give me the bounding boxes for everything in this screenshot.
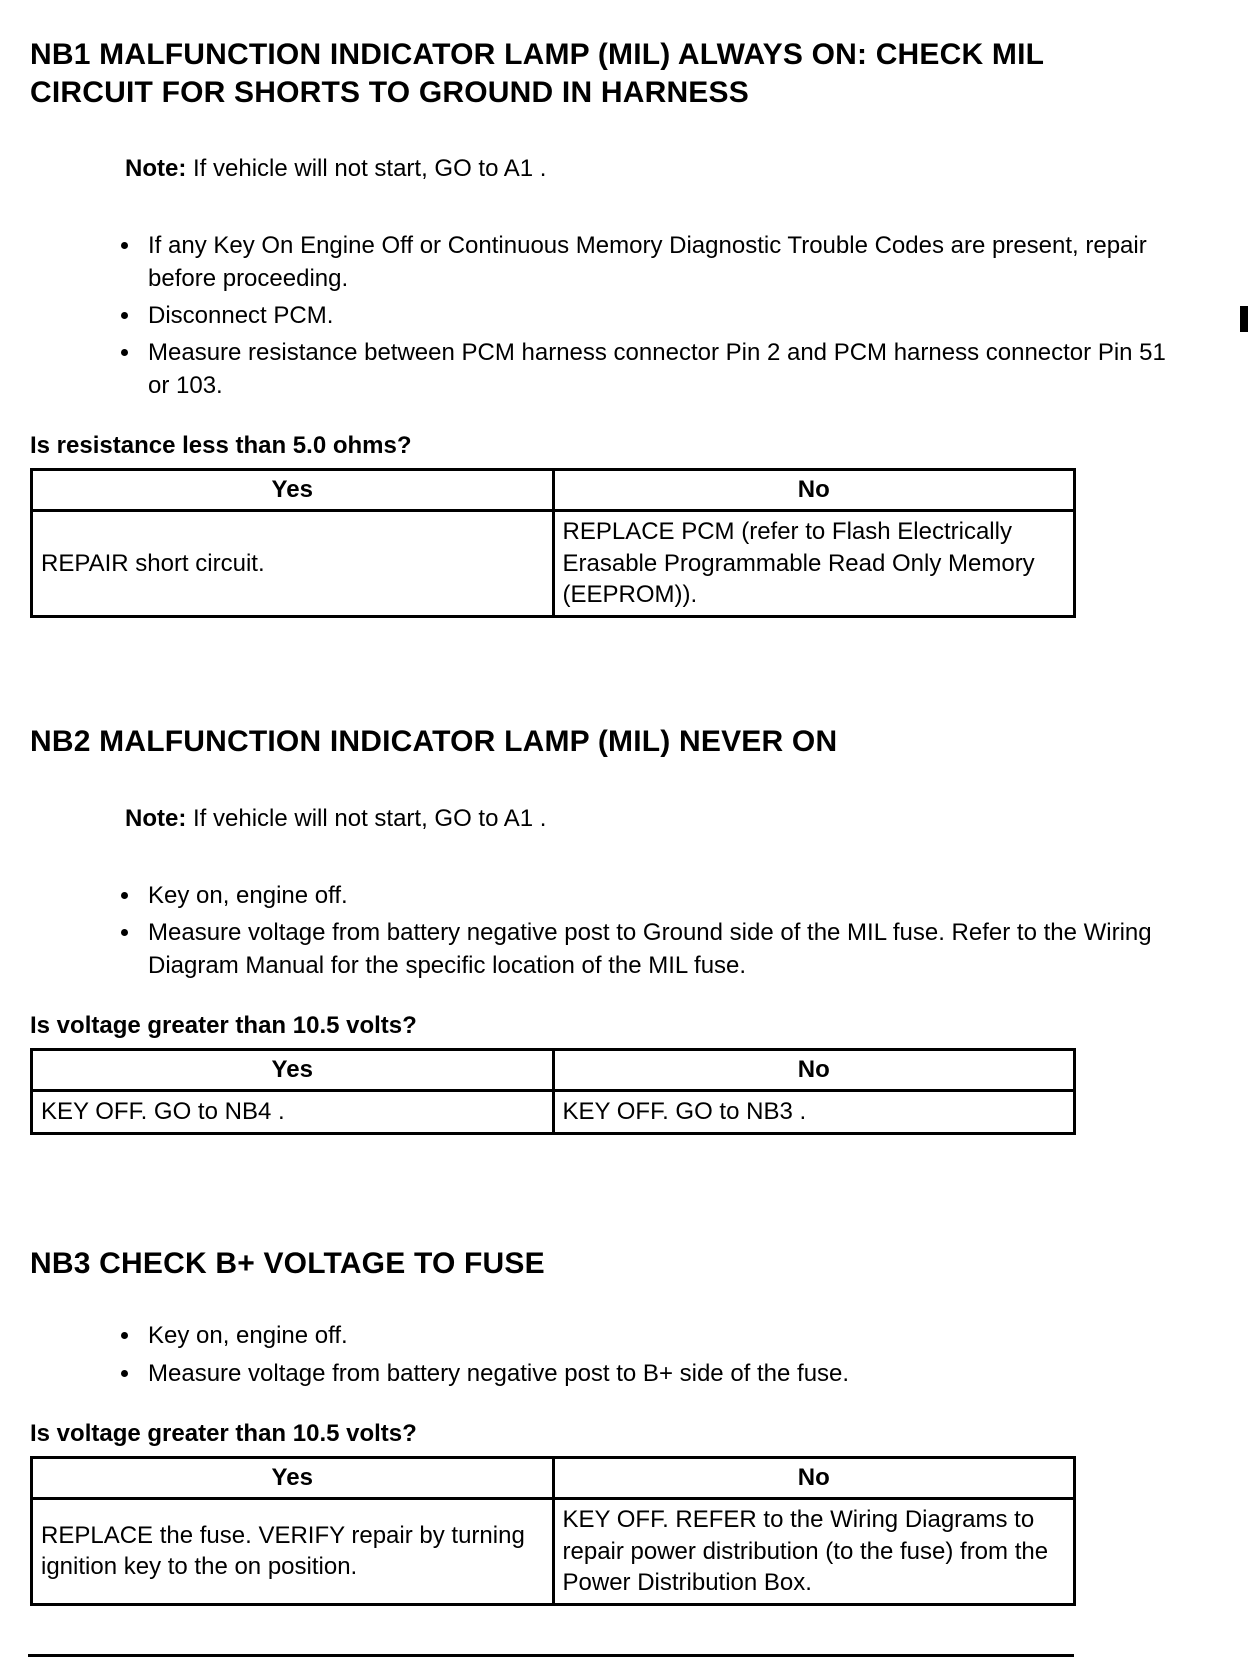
bullet-item: • Measure voltage from battery negative post to B+ side of the fuse. [142,1358,1172,1390]
yes-column-header: Yes [32,1457,554,1498]
bullet-item: • Measure voltage from battery negative post to Ground side of the MIL fuse. Refer to the Wiring Diagram Manual for the specific location of the MIL fuse. [142,917,1172,982]
section-nb2-title: NB2 MALFUNCTION INDICATOR LAMP (MIL) NEVER ON [30,725,838,759]
bullet-item: • Key on, engine off. [142,880,1172,912]
section-nb1-bullet-list [30,230,1218,402]
yes-action-cell: KEY OFF. GO to NB4 . [32,1091,554,1134]
table-row [32,1091,1075,1134]
yes-action-cell: REPAIR short circuit. [32,511,554,617]
note-text: If vehicle will not start, GO to A1 . [193,804,547,832]
section-nb1-decision-table [30,468,1076,618]
table-row [32,511,1075,617]
section-nb3-question: Is voltage greater than 10.5 volts? [30,1419,417,1447]
bullet-item: • Key on, engine off. [142,1320,1172,1352]
section-nb2 [30,723,1218,1135]
table-row [32,1498,1075,1604]
section-nb3 [30,1245,1218,1606]
section-nb2-question: Is voltage greater than 10.5 volts? [30,1012,417,1040]
section-nb1-note [125,153,1218,184]
scan-artifact [1240,306,1248,332]
note-label: Note: [125,804,187,832]
bullet-item: • If any Key On Engine Off or Continuous Memory Diagnostic Trouble Codes are present, repair before proceeding. [142,230,1172,295]
section-nb1-question: Is resistance less than 5.0 ohms? [30,432,412,460]
yes-action-cell: REPLACE the fuse. VERIFY repair by turning ignition key to the on position. [32,1498,554,1604]
section-nb1 [30,36,1218,618]
table-header-row [32,1050,1075,1091]
yes-column-header: Yes [32,470,554,511]
no-action-cell: KEY OFF. GO to NB3 . [553,1091,1075,1134]
section-nb3-decision-table [30,1456,1076,1606]
table-header-row [32,1457,1075,1498]
bullet-item: • Measure resistance between PCM harness connector Pin 2 and PCM harness connector Pin 51 or 103. [142,337,1172,402]
no-column-header: No [553,470,1075,511]
no-action-cell: KEY OFF. REFER to the Wiring Diagrams to repair power distribution (to the fuse) from the Power Distribution Box. [553,1498,1075,1604]
bullet-item: • Disconnect PCM. [142,300,1172,332]
section-nb1-title: NB1 MALFUNCTION INDICATOR LAMP (MIL) ALWAYS ON: CHECK MIL CIRCUIT FOR SHORTS TO GROUND IN HARNESS [30,38,1044,109]
no-action-cell: REPLACE PCM (refer to Flash Electrically Erasable Programmable Read Only Memory (EEPROM)). [553,511,1075,617]
next-table-top-border [28,1654,1074,1657]
section-nb3-title: NB3 CHECK B+ VOLTAGE TO FUSE [30,1246,545,1280]
no-column-header: No [553,1457,1075,1498]
no-column-header: No [553,1050,1075,1091]
section-nb3-bullet-list [30,1320,1218,1390]
table-header-row [32,470,1075,511]
yes-column-header: Yes [32,1050,554,1091]
section-nb2-decision-table [30,1048,1076,1135]
note-label: Note: [125,155,187,182]
section-nb2-note [125,803,1218,834]
note-text: If vehicle will not start, GO to A1 . [193,155,547,182]
section-nb2-bullet-list [30,880,1218,982]
